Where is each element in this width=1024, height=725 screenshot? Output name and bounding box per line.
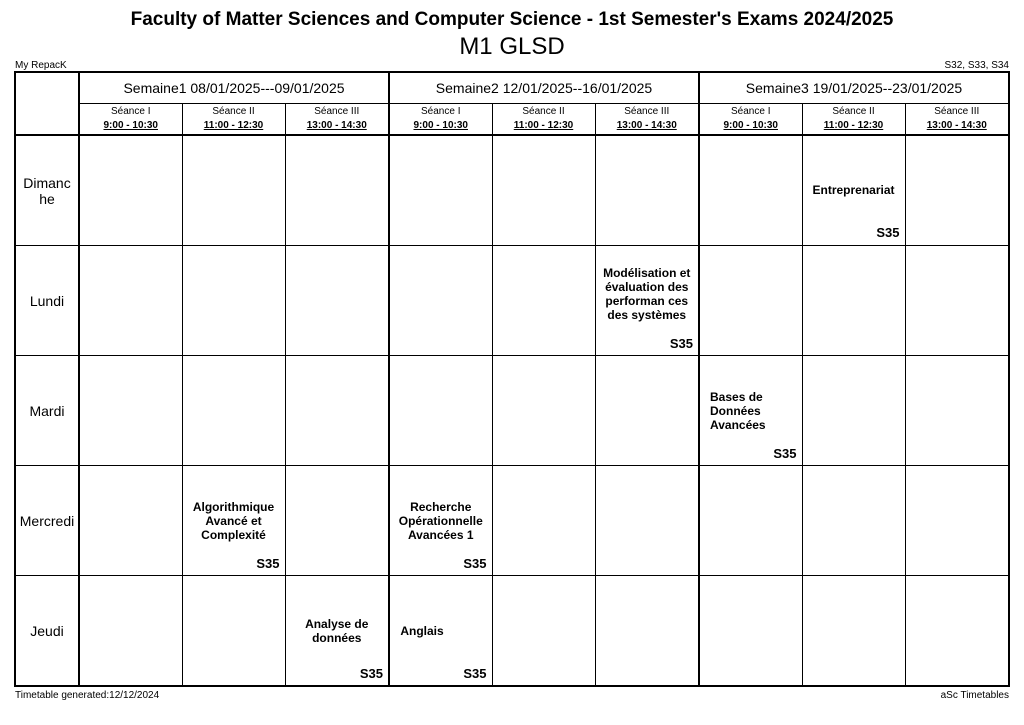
- seance-time: 9:00 - 10:30: [413, 120, 468, 131]
- seance-header: [699, 104, 802, 136]
- seance-name: Séance I: [731, 106, 771, 117]
- exam-card: [389, 466, 492, 576]
- exam-title: Modélisation et évaluation des performan ces des systèmes: [603, 266, 691, 322]
- timetable-cell: [79, 135, 182, 246]
- class-name: M1 GLSD: [459, 33, 565, 60]
- exam-room: S35: [773, 446, 797, 461]
- seance-name: Séance II: [522, 106, 565, 117]
- timetable-cell: [182, 135, 285, 246]
- timetable-cell: [802, 246, 905, 356]
- timetable-cell: [905, 135, 1009, 246]
- exam-card: [699, 356, 802, 466]
- exam-room: S35: [463, 666, 487, 681]
- timetable-cell: [595, 576, 699, 687]
- page-title: Faculty of Matter Sciences and Computer Science - 1st Semester's Exams 2024/2025: [130, 9, 894, 30]
- timetable-cell: [699, 576, 802, 687]
- exam-card: [389, 576, 492, 687]
- exam-card: [802, 135, 905, 246]
- exam-room: S35: [876, 225, 900, 240]
- seance-header: [285, 104, 389, 136]
- timetable-cell: [182, 576, 285, 687]
- exam-timetable: [14, 71, 1010, 687]
- timetable-cell: [285, 246, 389, 356]
- seance-name: Séance II: [212, 106, 255, 117]
- exam-room: S35: [463, 556, 487, 571]
- timetable-cell: [285, 466, 389, 576]
- day-label-mardi: Mardi: [15, 356, 79, 466]
- timetable-cell: [699, 135, 802, 246]
- timetable-cell: [905, 356, 1009, 466]
- day-label-dimanche: Dimanc he: [15, 135, 79, 246]
- timetable-cell: [492, 466, 595, 576]
- seance-name: Séance II: [832, 106, 875, 117]
- timetable-cell: [905, 246, 1009, 356]
- timetable-cell: [802, 576, 905, 687]
- timetable-cell: [905, 466, 1009, 576]
- seance-time: 13:00 - 14:30: [306, 120, 367, 131]
- exam-room: S35: [669, 336, 693, 351]
- seance-time: 11:00 - 12:30: [513, 120, 574, 131]
- day-label-jeudi: Jeudi: [15, 576, 79, 687]
- timetable-cell: [595, 356, 699, 466]
- exam-card: [285, 576, 389, 687]
- exam-title: Entreprenariat: [812, 183, 895, 197]
- exam-title: Anglais: [400, 624, 444, 638]
- seance-header: [802, 104, 905, 136]
- seance-name: Séance III: [314, 106, 360, 117]
- exam-room: S35: [256, 556, 280, 571]
- timetable-cell: [389, 356, 492, 466]
- timetable-cell: [182, 246, 285, 356]
- seance-time: 13:00 - 14:30: [616, 120, 677, 131]
- timetable-cell: [492, 356, 595, 466]
- footer-credit: aSc Timetables: [940, 690, 1009, 701]
- seance-header: [492, 104, 595, 136]
- timetable-cell: [79, 466, 182, 576]
- seance-header: [595, 104, 699, 136]
- exam-card: [182, 466, 285, 576]
- header-left-note: My RepacK: [15, 60, 67, 71]
- week-header-1: Semaine1 08/01/2025---09/01/2025: [79, 72, 389, 104]
- timetable-cell: [79, 576, 182, 687]
- exam-room: S35: [359, 666, 383, 681]
- timetable-cell: [285, 135, 389, 246]
- timetable-cell: [389, 246, 492, 356]
- timetable-cell: [699, 466, 802, 576]
- exam-title: Bases de Données Avancées: [710, 390, 766, 432]
- timetable-cell: [905, 576, 1009, 687]
- timetable-cell: [802, 356, 905, 466]
- seance-header: [182, 104, 285, 136]
- day-label-lundi: Lundi: [15, 246, 79, 356]
- exam-card: [595, 246, 699, 356]
- seance-time: 9:00 - 10:30: [103, 120, 158, 131]
- timetable-cell: [492, 576, 595, 687]
- seance-name: Séance I: [421, 106, 461, 117]
- seance-time: 9:00 - 10:30: [723, 120, 778, 131]
- seance-time: 11:00 - 12:30: [823, 120, 884, 131]
- corner-cell: [15, 72, 79, 135]
- timetable-cell: [699, 246, 802, 356]
- seance-name: Séance III: [624, 106, 670, 117]
- timetable-cell: [492, 135, 595, 246]
- timetable-cell: [285, 356, 389, 466]
- seance-header: [905, 104, 1009, 136]
- week-header-3: Semaine3 19/01/2025--23/01/2025: [699, 72, 1009, 104]
- exam-title: Recherche Opérationnelle Avancées 1: [398, 500, 483, 542]
- header-room-list: S32, S33, S34: [944, 60, 1009, 71]
- timetable-cell: [802, 466, 905, 576]
- timetable-cell: [595, 135, 699, 246]
- seance-name: Séance III: [934, 106, 980, 117]
- seance-time: 13:00 - 14:30: [926, 120, 987, 131]
- exam-title: Algorithmique Avancé et Complexité: [192, 500, 275, 542]
- timetable-cell: [79, 246, 182, 356]
- timetable-cell: [389, 135, 492, 246]
- timetable-cell: [79, 356, 182, 466]
- exam-title: Analyse de données: [305, 617, 369, 645]
- timetable-cell: [182, 356, 285, 466]
- timetable-cell: [492, 246, 595, 356]
- seance-name: Séance I: [111, 106, 151, 117]
- day-label-mercredi: Mercredi: [15, 466, 79, 576]
- week-header-2: Semaine2 12/01/2025--16/01/2025: [389, 72, 699, 104]
- timetable-cell: [595, 466, 699, 576]
- seance-time: 11:00 - 12:30: [203, 120, 264, 131]
- seance-header: [79, 104, 182, 136]
- generated-date: Timetable generated:12/12/2024: [15, 690, 160, 701]
- seance-header: [389, 104, 492, 136]
